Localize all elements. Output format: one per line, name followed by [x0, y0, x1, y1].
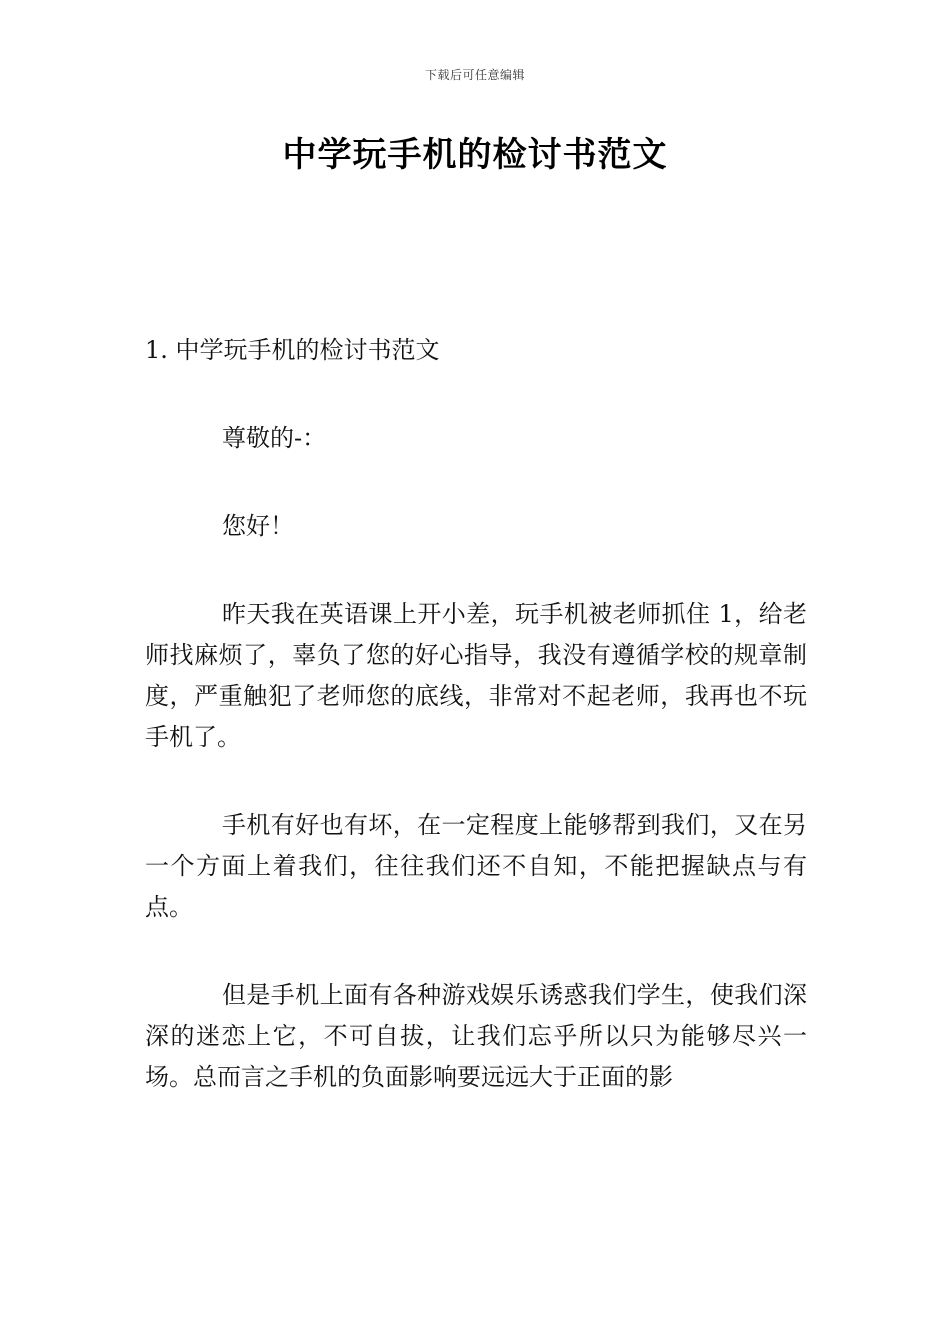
- document-body: [145, 330, 807, 1145]
- header-note: 下载后可任意编辑: [424, 68, 525, 82]
- salutation: 尊敬的-：: [222, 424, 327, 452]
- paragraph-3: 但是手机上面有各种游戏娱乐诱惑我们学生，使我们深深的迷恋上它，不可自拔，让我们忘乎所以只为能够尽兴一场。总而言之手机的负面影响要远远大于正面的影: [145, 981, 807, 1091]
- section-heading: 1. 中学玩手机的检讨书范文: [145, 336, 440, 364]
- document-title: 中学玩手机的检讨书范文: [282, 135, 668, 175]
- paragraph-1: 昨天我在英语课上开小差，玩手机被老师抓住 1，给老师找麻烦了，辜负了您的好心指导，我没有遵循学校的规章制度，严重触犯了老师您的底线，非常对不起老师，我再也不玩手机了。: [145, 600, 807, 751]
- greeting: 您好！: [222, 512, 294, 540]
- paragraph-2: 手机有好也有坏，在一定程度上能够帮到我们，又在另一个方面上着我们，往往我们还不自知，不能把握缺点与有点。: [145, 811, 807, 921]
